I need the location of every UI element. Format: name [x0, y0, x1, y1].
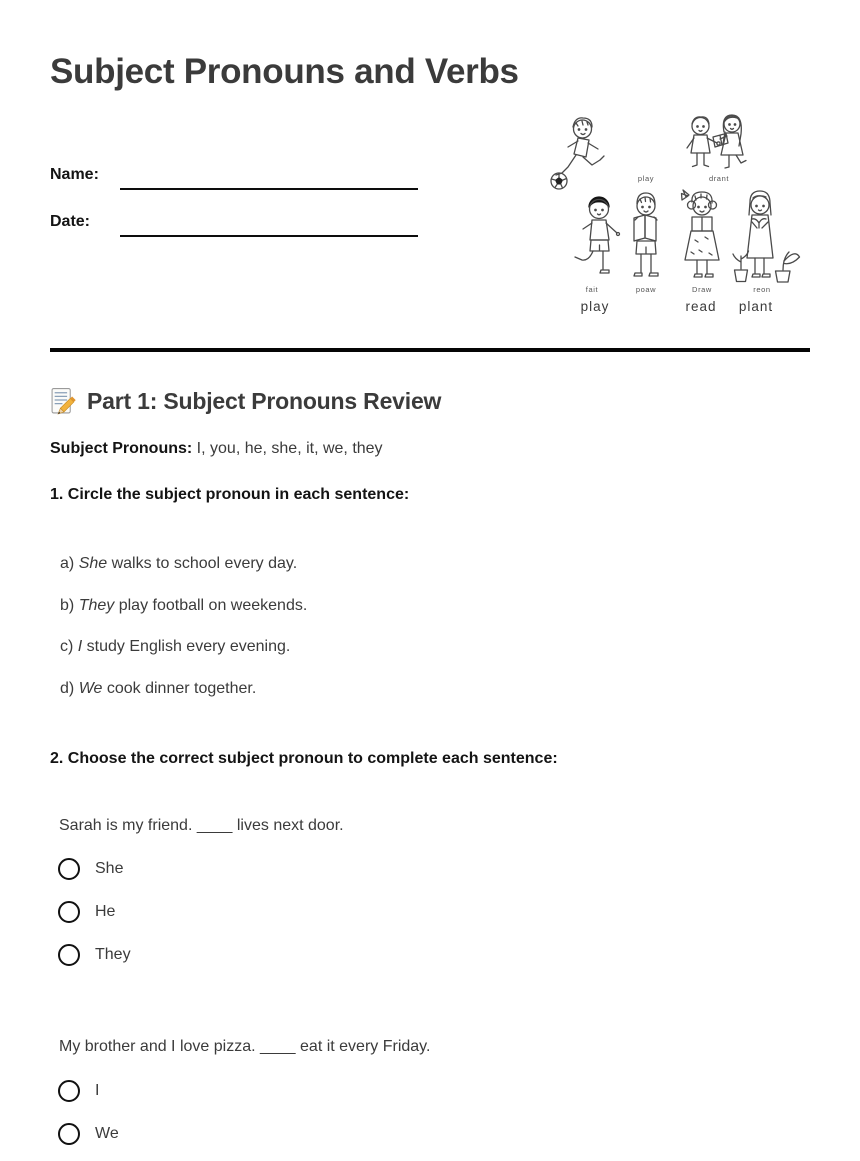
- radio-button[interactable]: [58, 1123, 80, 1145]
- q1-items: [60, 554, 307, 720]
- boy-kicking-ball-figure: [551, 118, 604, 189]
- part1-heading-text: Part 1: Subject Pronouns Review: [87, 387, 442, 414]
- activity-label-reon: reon: [753, 285, 771, 294]
- date-input-line[interactable]: [120, 235, 418, 237]
- boy-playing-figure: [575, 197, 620, 273]
- verb-label-read: read: [685, 299, 717, 314]
- radio-option-label: They: [95, 945, 131, 963]
- q1-item-d: [60, 679, 307, 699]
- q2-prompt: 2. Choose the correct subject pronoun to complete each sentence:: [50, 750, 558, 767]
- boy-waving-figure: [687, 117, 720, 167]
- page-title: Subject Pronouns and Verbs: [50, 52, 519, 91]
- subject-pronouns-label: Subject Pronouns:: [50, 440, 193, 457]
- item-rest: study English every evening.: [82, 638, 291, 655]
- radio-option-label: She: [95, 859, 124, 877]
- radio-option-label: He: [95, 902, 116, 920]
- radio-button[interactable]: [58, 901, 80, 923]
- section-divider: [50, 348, 810, 352]
- item-pronoun: They: [78, 596, 115, 614]
- radio-option-label: I: [95, 1081, 100, 1099]
- activity-label-draw: Draw: [692, 285, 712, 294]
- q2-question-1-text: Sarah is my friend. ____ lives next door.: [59, 817, 344, 834]
- name-label: Name:: [50, 166, 99, 183]
- q1-item-b: [60, 596, 307, 616]
- item-letter: a): [60, 555, 75, 572]
- q1-item-c: [60, 637, 307, 657]
- radio-option-they[interactable]: [58, 942, 131, 967]
- name-input-line[interactable]: [120, 188, 418, 190]
- children-activities-illustration: [545, 110, 805, 320]
- boy-reading-figure: [634, 193, 658, 276]
- item-pronoun: We: [78, 679, 103, 697]
- part1-heading: [50, 387, 441, 415]
- radio-option-i[interactable]: [58, 1078, 99, 1103]
- item-rest: cook dinner together.: [102, 679, 257, 697]
- radio-option-label: We: [95, 1124, 119, 1142]
- q1-item-a: [60, 554, 307, 574]
- q1-prompt: 1. Circle the subject pronoun in each sentence:: [50, 486, 410, 503]
- item-rest: walks to school every day.: [107, 555, 298, 572]
- verb-label-play: play: [580, 299, 610, 314]
- radio-option-she[interactable]: [58, 856, 123, 881]
- activity-label-poaw: poaw: [635, 285, 657, 294]
- date-label: Date:: [50, 213, 91, 230]
- q2-question-2-text: My brother and I love pizza. ____ eat it every Friday.: [59, 1038, 431, 1055]
- verb-label-plant: plant: [738, 299, 774, 314]
- radio-button[interactable]: [58, 858, 80, 880]
- item-letter: d): [60, 679, 75, 697]
- radio-button[interactable]: [58, 944, 80, 966]
- item-letter: b): [60, 596, 75, 614]
- radio-option-we[interactable]: [58, 1121, 119, 1146]
- radio-option-he[interactable]: [58, 899, 115, 924]
- activity-label-drant: drant: [708, 174, 730, 183]
- memo-icon: [50, 387, 78, 415]
- item-pronoun: I: [77, 638, 83, 655]
- activity-label-fait: fait: [585, 285, 599, 294]
- activity-label-play-small: play: [637, 174, 655, 183]
- item-rest: play football on weekends.: [114, 596, 308, 614]
- girl-reading-figure: [682, 190, 720, 277]
- radio-button[interactable]: [58, 1080, 80, 1102]
- item-letter: c): [60, 638, 74, 655]
- subject-pronouns-line: [50, 440, 383, 458]
- girl-planting-figure: [733, 191, 800, 282]
- subject-pronouns-list: I, you, he, she, it, we, they: [192, 440, 383, 457]
- item-pronoun: She: [78, 555, 108, 572]
